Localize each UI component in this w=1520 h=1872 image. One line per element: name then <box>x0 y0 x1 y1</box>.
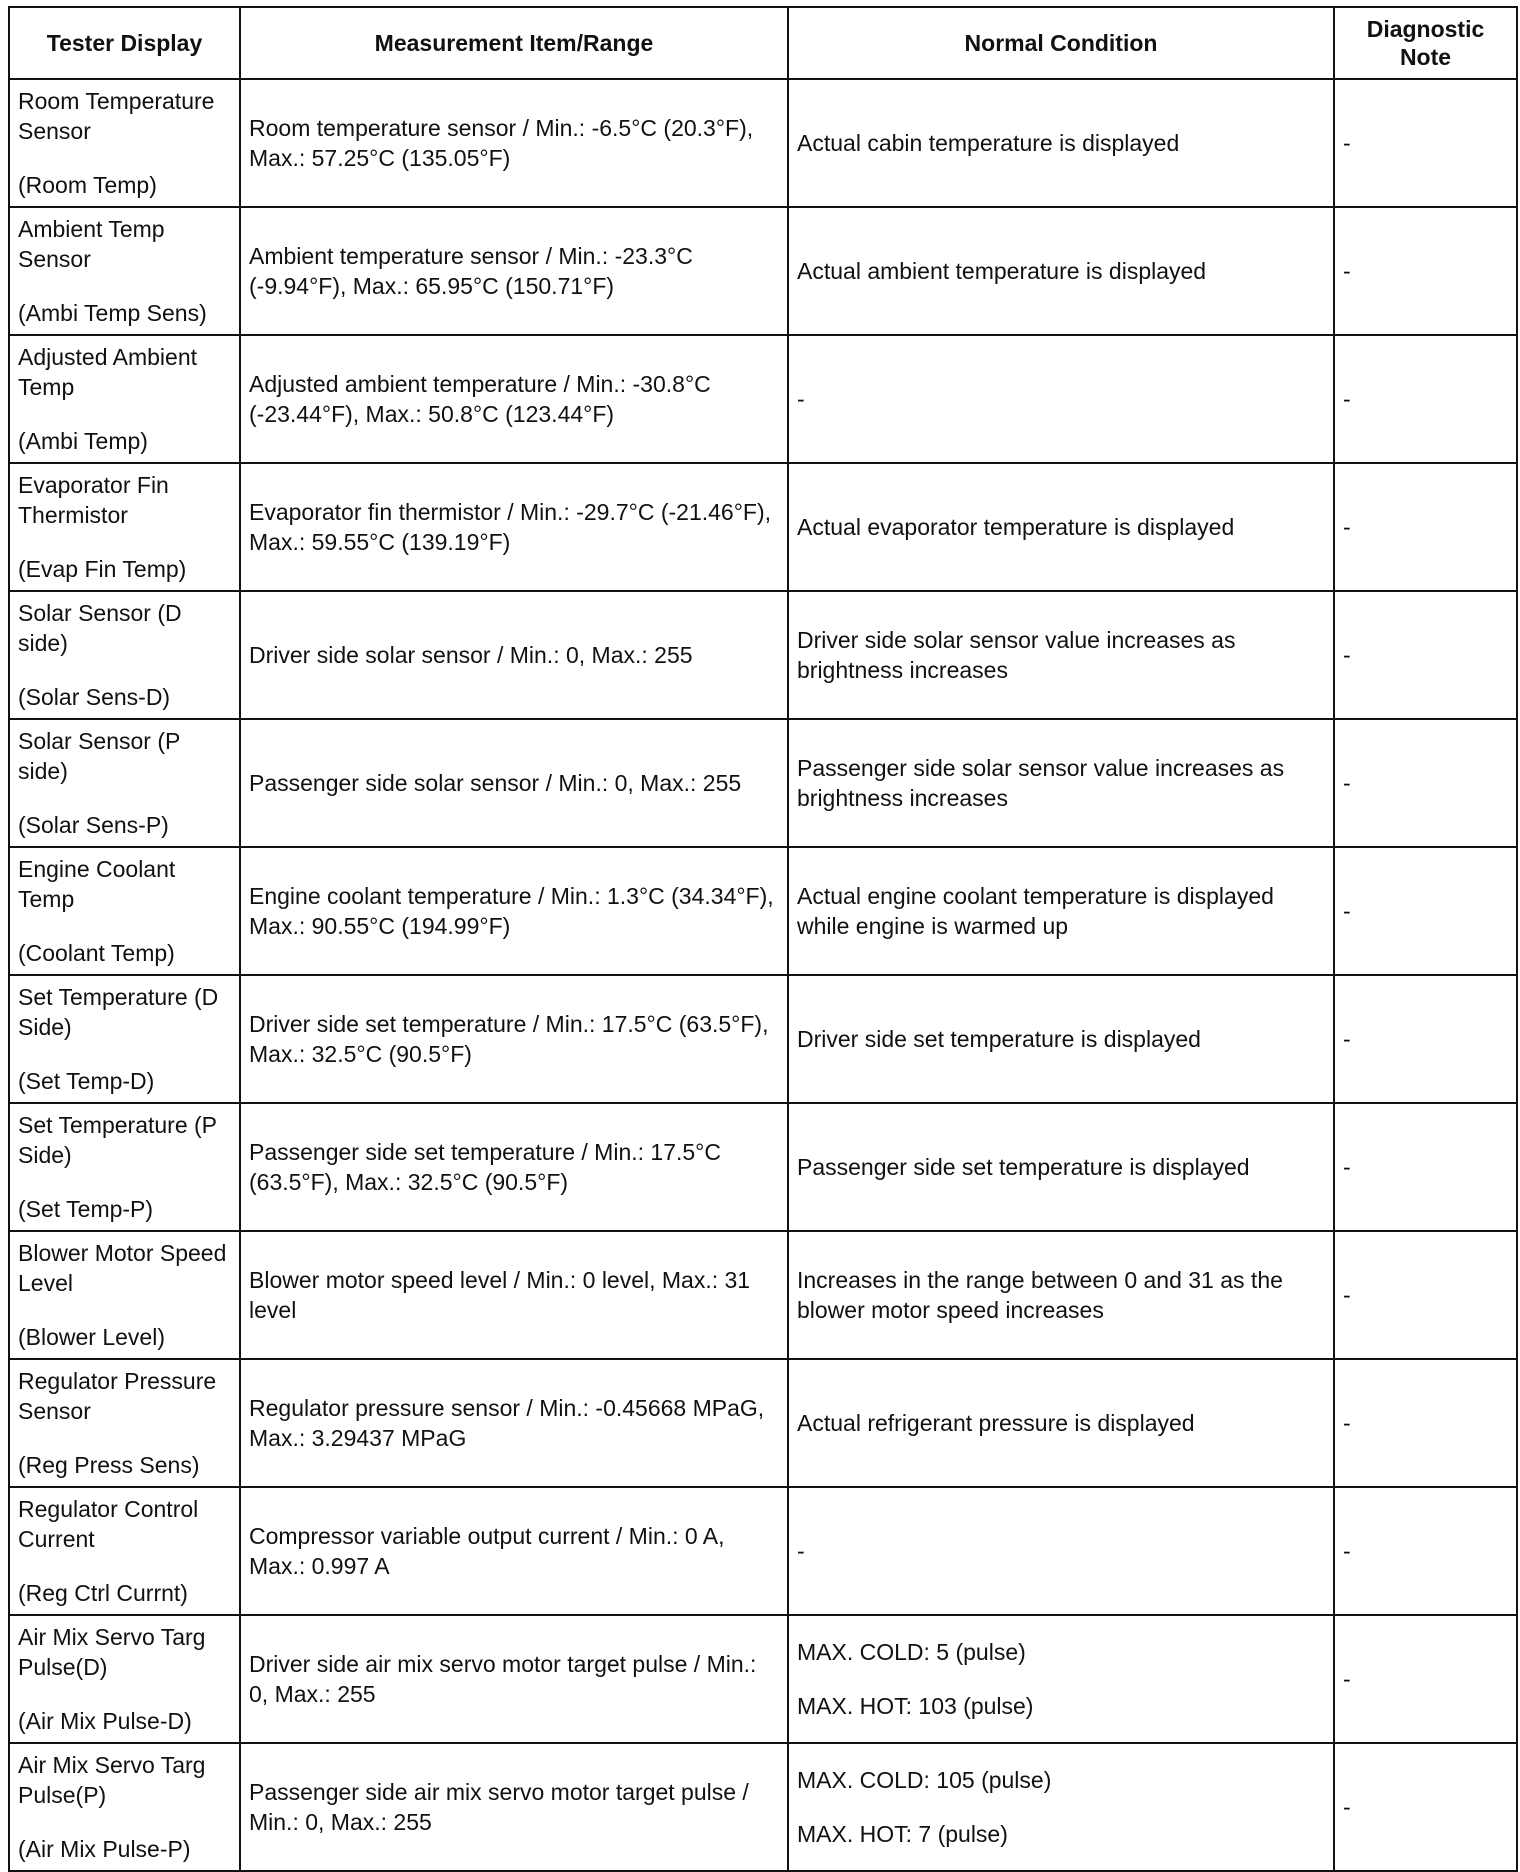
diagnostic-note-cell: - <box>1334 207 1517 335</box>
normal-condition-cell <box>788 79 1334 207</box>
table-row <box>9 1743 1517 1871</box>
measurement-item-range-cell: Adjusted ambient temperature / Min.: -30.8°C (-23.44°F), Max.: 50.8°C (123.44°F) <box>240 335 788 463</box>
table-row <box>9 847 1517 975</box>
normal-condition-cell <box>788 1615 1334 1743</box>
tester-display-abbreviation: (Solar Sens-P) <box>18 812 169 838</box>
tester-display-name: Regulator Control Current <box>18 1496 199 1552</box>
tester-display-name: Set Temperature (P Side) <box>18 1112 217 1168</box>
normal-condition-line: - <box>797 386 805 412</box>
tester-display-abbreviation: (Set Temp-D) <box>18 1068 155 1094</box>
table-row <box>9 463 1517 591</box>
tester-display-cell <box>9 1487 240 1615</box>
normal-condition-cell <box>788 207 1334 335</box>
tester-display-name: Engine Coolant Temp <box>18 856 176 912</box>
normal-condition-cell <box>788 1231 1334 1359</box>
measurement-item-range-cell: Room temperature sensor / Min.: -6.5°C (20.3°F), Max.: 57.25°C (135.05°F) <box>240 79 788 207</box>
table-header <box>9 7 1517 79</box>
measurement-item-range-cell: Passenger side solar sensor / Min.: 0, Max.: 255 <box>240 719 788 847</box>
measurement-item-range-cell: Passenger side air mix servo motor target pulse / Min.: 0, Max.: 255 <box>240 1743 788 1871</box>
table-row <box>9 207 1517 335</box>
tester-display-abbreviation: (Room Temp) <box>18 172 157 198</box>
header-normal-condition: Normal Condition <box>788 7 1334 79</box>
diagnostic-note-cell: - <box>1334 719 1517 847</box>
normal-condition-cell <box>788 335 1334 463</box>
table-row <box>9 1359 1517 1487</box>
diagnostic-note-cell: - <box>1334 1359 1517 1487</box>
normal-condition-cell <box>788 591 1334 719</box>
measurement-item-range-cell: Driver side solar sensor / Min.: 0, Max.: 255 <box>240 591 788 719</box>
normal-condition-cell <box>788 1103 1334 1231</box>
header-tester-display: Tester Display <box>9 7 240 79</box>
tester-display-cell <box>9 719 240 847</box>
normal-condition-cell <box>788 1487 1334 1615</box>
normal-condition-line: Actual ambient temperature is displayed <box>797 258 1207 284</box>
tester-display-cell <box>9 1743 240 1871</box>
normal-condition-line: Increases in the range between 0 and 31 as the blower motor speed increases <box>797 1267 1283 1323</box>
measurement-item-range-cell: Evaporator fin thermistor / Min.: -29.7°C (-21.46°F), Max.: 59.55°C (139.19°F) <box>240 463 788 591</box>
tester-display-abbreviation: (Ambi Temp Sens) <box>18 300 207 326</box>
tester-display-abbreviation: (Set Temp-P) <box>18 1196 154 1222</box>
normal-condition-line: - <box>797 1538 805 1564</box>
tester-display-abbreviation: (Solar Sens-D) <box>18 684 171 710</box>
tester-display-name: Ambient Temp Sensor <box>18 216 165 272</box>
normal-condition-line: MAX. COLD: 105 (pulse) <box>797 1767 1052 1793</box>
measurement-item-range-cell: Regulator pressure sensor / Min.: -0.45668 MPaG, Max.: 3.29437 MPaG <box>240 1359 788 1487</box>
table-row <box>9 1487 1517 1615</box>
diagnostic-note-cell: - <box>1334 1487 1517 1615</box>
tester-display-name: Solar Sensor (P side) <box>18 728 180 784</box>
measurement-item-range-cell: Blower motor speed level / Min.: 0 level, Max.: 31 level <box>240 1231 788 1359</box>
diagnostic-note-cell: - <box>1334 1615 1517 1743</box>
normal-condition-line: MAX. HOT: 103 (pulse) <box>797 1693 1034 1719</box>
normal-condition-cell <box>788 1743 1334 1871</box>
tester-display-name: Air Mix Servo Targ Pulse(P) <box>18 1752 206 1808</box>
normal-condition-line: Actual cabin temperature is displayed <box>797 130 1180 156</box>
tester-display-name: Regulator Pressure Sensor <box>18 1368 217 1424</box>
tester-display-abbreviation: (Blower Level) <box>18 1324 165 1350</box>
tester-display-cell <box>9 463 240 591</box>
tester-display-name: Room Temperature Sensor <box>18 88 215 144</box>
normal-condition-line: Passenger side solar sensor value increases as brightness increases <box>797 755 1285 811</box>
tester-display-abbreviation: (Ambi Temp) <box>18 428 148 454</box>
table-row <box>9 1615 1517 1743</box>
diagnostic-note-cell: - <box>1334 79 1517 207</box>
normal-condition-cell <box>788 1359 1334 1487</box>
tester-display-abbreviation: (Air Mix Pulse-P) <box>18 1836 191 1862</box>
tester-display-cell <box>9 335 240 463</box>
table-row <box>9 975 1517 1103</box>
normal-condition-cell <box>788 463 1334 591</box>
normal-condition-line: Actual refrigerant pressure is displayed <box>797 1410 1195 1436</box>
table-row <box>9 79 1517 207</box>
diagnostic-note-cell: - <box>1334 591 1517 719</box>
normal-condition-line: Actual engine coolant temperature is displayed while engine is warmed up <box>797 883 1274 939</box>
diagnostic-note-cell: - <box>1334 1231 1517 1359</box>
tester-display-name: Set Temperature (D Side) <box>18 984 219 1040</box>
tester-display-name: Solar Sensor (D side) <box>18 600 182 656</box>
diagnostic-note-cell: - <box>1334 847 1517 975</box>
tester-display-abbreviation: (Evap Fin Temp) <box>18 556 187 582</box>
table-row <box>9 335 1517 463</box>
header-row <box>9 7 1517 79</box>
table-row <box>9 1231 1517 1359</box>
tester-display-cell <box>9 1103 240 1231</box>
diagnostic-note-cell: - <box>1334 975 1517 1103</box>
normal-condition-line: Driver side solar sensor value increases as brightness increases <box>797 627 1236 683</box>
header-diagnostic-note: Diagnostic Note <box>1334 7 1517 79</box>
tester-display-cell <box>9 975 240 1103</box>
measurement-item-range-cell: Driver side set temperature / Min.: 17.5°C (63.5°F), Max.: 32.5°C (90.5°F) <box>240 975 788 1103</box>
tester-display-cell <box>9 207 240 335</box>
tester-display-cell <box>9 591 240 719</box>
tester-display-name: Air Mix Servo Targ Pulse(D) <box>18 1624 206 1680</box>
measurement-item-range-cell: Compressor variable output current / Min.: 0 A, Max.: 0.997 A <box>240 1487 788 1615</box>
table-row <box>9 591 1517 719</box>
tester-display-cell <box>9 79 240 207</box>
normal-condition-cell <box>788 719 1334 847</box>
header-measurement-item-range: Measurement Item/Range <box>240 7 788 79</box>
normal-condition-cell <box>788 975 1334 1103</box>
tester-display-name: Blower Motor Speed Level <box>18 1240 227 1296</box>
tester-display-abbreviation: (Coolant Temp) <box>18 940 175 966</box>
table-row <box>9 719 1517 847</box>
measurement-item-range-cell: Passenger side set temperature / Min.: 17.5°C (63.5°F), Max.: 32.5°C (90.5°F) <box>240 1103 788 1231</box>
measurement-item-range-cell: Engine coolant temperature / Min.: 1.3°C (34.34°F), Max.: 90.55°C (194.99°F) <box>240 847 788 975</box>
tester-display-name: Evaporator Fin Thermistor <box>18 472 169 528</box>
tester-display-abbreviation: (Air Mix Pulse-D) <box>18 1708 192 1734</box>
tester-display-cell <box>9 1615 240 1743</box>
diagnostic-note-cell: - <box>1334 335 1517 463</box>
tester-display-cell <box>9 847 240 975</box>
normal-condition-line: Driver side set temperature is displayed <box>797 1026 1201 1052</box>
tester-display-abbreviation: (Reg Ctrl Currnt) <box>18 1580 188 1606</box>
diagnostic-note-cell: - <box>1334 1743 1517 1871</box>
tester-display-cell <box>9 1359 240 1487</box>
measurement-item-range-cell: Driver side air mix servo motor target pulse / Min.: 0, Max.: 255 <box>240 1615 788 1743</box>
normal-condition-line: Passenger side set temperature is displayed <box>797 1154 1250 1180</box>
normal-condition-cell <box>788 847 1334 975</box>
diagnostic-note-cell: - <box>1334 1103 1517 1231</box>
tester-display-cell <box>9 1231 240 1359</box>
normal-condition-line: MAX. COLD: 5 (pulse) <box>797 1639 1026 1665</box>
normal-condition-line: MAX. HOT: 7 (pulse) <box>797 1821 1008 1847</box>
tester-display-abbreviation: (Reg Press Sens) <box>18 1452 200 1478</box>
tester-display-name: Adjusted Ambient Temp <box>18 344 198 400</box>
data-list-table <box>8 6 1518 1872</box>
table-row <box>9 1103 1517 1231</box>
diagnostic-note-cell: - <box>1334 463 1517 591</box>
table-body <box>9 79 1517 1871</box>
measurement-item-range-cell: Ambient temperature sensor / Min.: -23.3°C (-9.94°F), Max.: 65.95°C (150.71°F) <box>240 207 788 335</box>
normal-condition-line: Actual evaporator temperature is displayed <box>797 514 1235 540</box>
